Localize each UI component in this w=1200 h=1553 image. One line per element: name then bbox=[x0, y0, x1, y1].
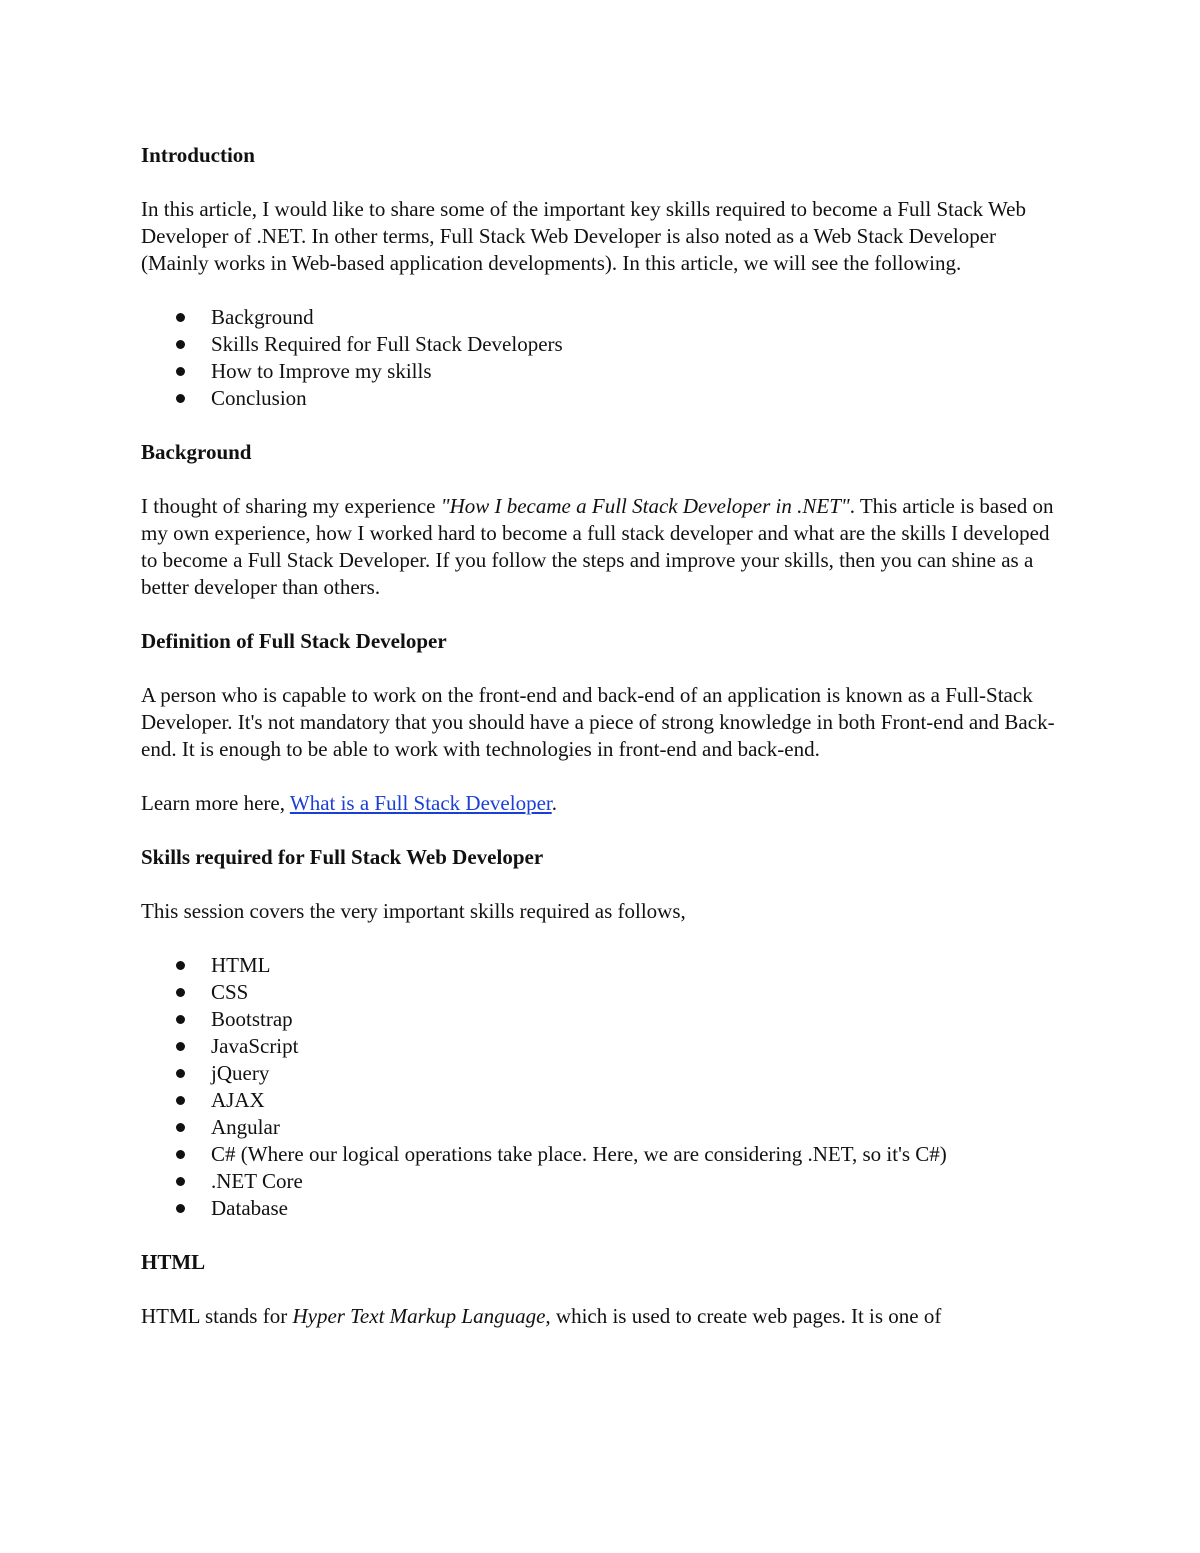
bullet-icon bbox=[176, 340, 185, 349]
bullet-icon bbox=[176, 1150, 185, 1159]
html-expansion: Hyper Text Markup Language, bbox=[292, 1304, 551, 1328]
list-item: Skills Required for Full Stack Developers bbox=[211, 331, 1061, 358]
bullet-icon bbox=[176, 1042, 185, 1051]
list-item: .NET Core bbox=[211, 1168, 1061, 1195]
bullet-icon bbox=[176, 988, 185, 997]
bullet-icon bbox=[176, 1204, 185, 1213]
skills-paragraph: This session covers the very important skills required as follows, bbox=[141, 899, 686, 923]
list-item: AJAX bbox=[211, 1087, 1061, 1114]
skills-list bbox=[141, 952, 1061, 1222]
html-paragraph: HTML stands for Hyper Text Markup Language, which is used to create web pages. It is one of bbox=[141, 1304, 942, 1328]
bullet-icon bbox=[176, 1069, 185, 1078]
bullet-icon bbox=[176, 313, 185, 322]
bullet-icon bbox=[176, 1015, 185, 1024]
list-item: HTML bbox=[211, 952, 1061, 979]
definition-paragraph: A person who is capable to work on the front-end and back-end of an application is known as a Full-Stack Developer. It's not mandatory that you should have a piece of strong knowledge in both Front-end and Back-end. It is enough to be able to work with technologies in front-end and back-end. bbox=[141, 683, 1055, 761]
intro-list bbox=[141, 304, 1061, 412]
list-item: Conclusion bbox=[211, 385, 1061, 412]
heading-definition: Definition of Full Stack Developer bbox=[141, 629, 447, 653]
bullet-icon bbox=[176, 367, 185, 376]
learn-more-paragraph: Learn more here, What is a Full Stack Developer. bbox=[141, 791, 557, 815]
list-item: CSS bbox=[211, 979, 1061, 1006]
bullet-icon bbox=[176, 1123, 185, 1132]
bullet-icon bbox=[176, 1096, 185, 1105]
list-item: Angular bbox=[211, 1114, 1061, 1141]
heading-skills: Skills required for Full Stack Web Developer bbox=[141, 845, 544, 869]
list-item: C# (Where our logical operations take place. Here, we are considering .NET, so it's C#) bbox=[211, 1141, 1061, 1168]
list-item: Background bbox=[211, 304, 1061, 331]
heading-html: HTML bbox=[141, 1250, 206, 1274]
document-page bbox=[141, 142, 1061, 1357]
intro-paragraph: In this article, I would like to share some of the important key skills required to become a Full Stack Web Developer of .NET. In other terms, Full Stack Web Developer is also noted as a Web Stack Developer (Mainly works in Web-based application developments). In this article, we will see the following. bbox=[141, 197, 1026, 275]
list-item: JavaScript bbox=[211, 1033, 1061, 1060]
bullet-icon bbox=[176, 394, 185, 403]
list-item: How to Improve my skills bbox=[211, 358, 1061, 385]
background-paragraph: I thought of sharing my experience "How I became a Full Stack Developer in .NET". This article is based on my own experience, how I worked hard to become a full stack developer and what are the skills I developed to become a Full Stack Developer. If you follow the steps and improve your skills, then you can shine as a better developer than others. bbox=[141, 494, 1054, 599]
list-item: Bootstrap bbox=[211, 1006, 1061, 1033]
heading-background: Background bbox=[141, 440, 252, 464]
heading-introduction: Introduction bbox=[141, 143, 255, 167]
list-item: jQuery bbox=[211, 1060, 1061, 1087]
list-item: Database bbox=[211, 1195, 1061, 1222]
full-stack-link[interactable]: What is a Full Stack Developer bbox=[289, 791, 552, 815]
bullet-icon bbox=[176, 1177, 185, 1186]
article-title-quote: "How I became a Full Stack Developer in .NET" bbox=[440, 494, 850, 518]
bullet-icon bbox=[176, 961, 185, 970]
